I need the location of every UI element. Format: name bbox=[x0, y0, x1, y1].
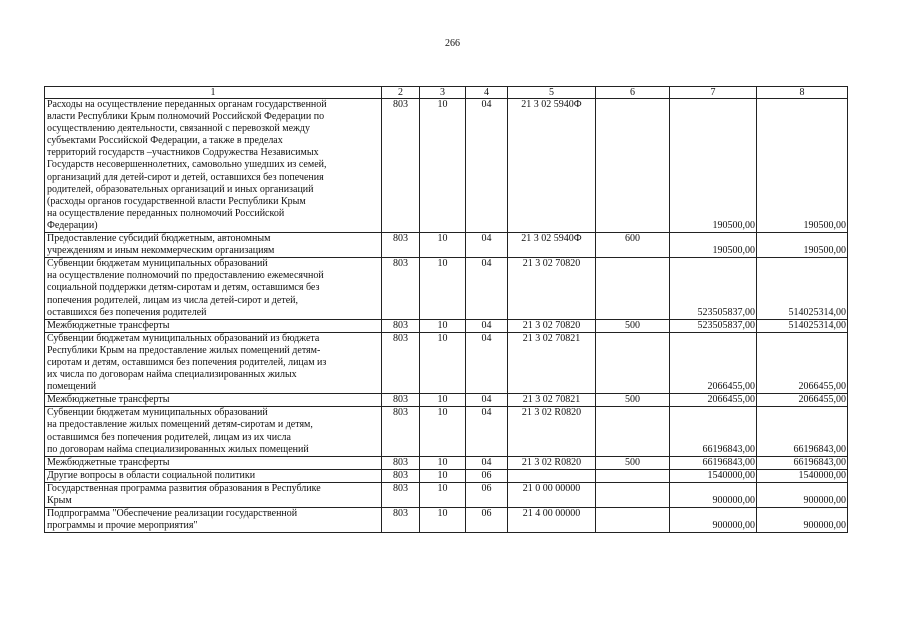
column-header: 3 bbox=[420, 87, 466, 99]
expense-name: Другие вопросы в области социальной политики bbox=[45, 469, 382, 482]
column-header: 1 bbox=[45, 87, 382, 99]
column-header: 6 bbox=[596, 87, 670, 99]
amount-year-2: 1540000,00 bbox=[757, 469, 848, 482]
code-subsection: 06 bbox=[466, 482, 508, 507]
code-ministry: 803 bbox=[382, 482, 420, 507]
table-row bbox=[45, 394, 848, 407]
amount-year-1: 1540000,00 bbox=[670, 469, 757, 482]
code-section: 10 bbox=[420, 469, 466, 482]
code-expense-type bbox=[596, 332, 670, 393]
code-target-article: 21 3 02 70820 bbox=[508, 319, 596, 332]
amount-year-1: 190500,00 bbox=[670, 233, 757, 258]
code-subsection: 04 bbox=[466, 332, 508, 393]
code-ministry: 803 bbox=[382, 332, 420, 393]
column-header: 7 bbox=[670, 87, 757, 99]
code-expense-type: 500 bbox=[596, 394, 670, 407]
code-target-article bbox=[508, 469, 596, 482]
amount-year-1: 190500,00 bbox=[670, 99, 757, 233]
table-row bbox=[45, 482, 848, 507]
code-target-article: 21 3 02 R0820 bbox=[508, 456, 596, 469]
code-section: 10 bbox=[420, 456, 466, 469]
table-row bbox=[45, 508, 848, 533]
expense-name: Межбюджетные трансферты bbox=[45, 456, 382, 469]
table-row bbox=[45, 407, 848, 456]
code-target-article: 21 3 02 5940Ф bbox=[508, 233, 596, 258]
amount-year-2: 66196843,00 bbox=[757, 456, 848, 469]
code-ministry: 803 bbox=[382, 469, 420, 482]
amount-year-1: 2066455,00 bbox=[670, 332, 757, 393]
amount-year-1: 523505837,00 bbox=[670, 319, 757, 332]
code-ministry: 803 bbox=[382, 508, 420, 533]
amount-year-1: 66196843,00 bbox=[670, 456, 757, 469]
table-row bbox=[45, 99, 848, 233]
expense-name: Межбюджетные трансферты bbox=[45, 319, 382, 332]
code-target-article: 21 4 00 00000 bbox=[508, 508, 596, 533]
amount-year-2: 190500,00 bbox=[757, 99, 848, 233]
column-header: 4 bbox=[466, 87, 508, 99]
expense-name: Расходы на осуществление переданных органам государственной власти Республики Крым полномочий Российской Федерации по осуществлению деятельности, связанной с перевозкой между субъектами Российской Федерации, а также в пределах территорий государств –участников Содружества Независимых Государств несовершеннолетних, самовольно ушедших из семей, организаций для детей-сирот и детей, оставшихся без попечения родителей, образовательных организаций и иных организаций (расходы органов государственной власти Республики Крым на осуществление переданных полномочий Российской Федерации) bbox=[45, 99, 382, 233]
code-subsection: 04 bbox=[466, 319, 508, 332]
code-section: 10 bbox=[420, 407, 466, 456]
code-section: 10 bbox=[420, 482, 466, 507]
code-subsection: 04 bbox=[466, 394, 508, 407]
code-ministry: 803 bbox=[382, 319, 420, 332]
code-target-article: 21 3 02 5940Ф bbox=[508, 99, 596, 233]
code-expense-type bbox=[596, 469, 670, 482]
expense-name: Государственная программа развития образования в Республике Крым bbox=[45, 482, 382, 507]
column-header: 8 bbox=[757, 87, 848, 99]
code-target-article: 21 3 02 70820 bbox=[508, 258, 596, 319]
budget-table bbox=[44, 86, 848, 533]
expense-name: Подпрограмма "Обеспечение реализации государственной программы и прочие мероприятия" bbox=[45, 508, 382, 533]
column-header: 5 bbox=[508, 87, 596, 99]
code-ministry: 803 bbox=[382, 456, 420, 469]
code-subsection: 06 bbox=[466, 508, 508, 533]
page-number: 266 bbox=[445, 38, 460, 49]
code-section: 10 bbox=[420, 319, 466, 332]
header-row bbox=[45, 87, 848, 99]
code-subsection: 04 bbox=[466, 233, 508, 258]
code-section: 10 bbox=[420, 233, 466, 258]
code-section: 10 bbox=[420, 394, 466, 407]
expense-name: Субвенции бюджетам муниципальных образований на осуществление полномочий по предоставлению ежемесячной социальной поддержки детям-сиротам и детям, оставшимся без попечения родителей, лицам из числа детей-сирот и детей, оставшихся без попечения родителей bbox=[45, 258, 382, 319]
amount-year-1: 2066455,00 bbox=[670, 394, 757, 407]
amount-year-2: 2066455,00 bbox=[757, 394, 848, 407]
code-expense-type bbox=[596, 407, 670, 456]
table-row bbox=[45, 469, 848, 482]
code-expense-type bbox=[596, 258, 670, 319]
code-expense-type bbox=[596, 482, 670, 507]
expense-name: Субвенции бюджетам муниципальных образований на предоставление жилых помещений детям-сиротам и детям, оставшимся без попечения родителей, лицам из их числа по договорам найма специализированных жилых помещений bbox=[45, 407, 382, 456]
expense-name: Субвенции бюджетам муниципальных образований из бюджета Республики Крым на предоставление жилых помещений детям- сиротам и детям, оставшимся без попечения родителей, лицам из их числа по договорам найма специализированных жилых помещений bbox=[45, 332, 382, 393]
table-row bbox=[45, 319, 848, 332]
code-subsection: 04 bbox=[466, 456, 508, 469]
code-expense-type: 600 bbox=[596, 233, 670, 258]
table-row bbox=[45, 233, 848, 258]
code-expense-type: 500 bbox=[596, 456, 670, 469]
code-ministry: 803 bbox=[382, 258, 420, 319]
code-expense-type bbox=[596, 99, 670, 233]
amount-year-2: 514025314,00 bbox=[757, 258, 848, 319]
code-target-article: 21 0 00 00000 bbox=[508, 482, 596, 507]
code-subsection: 06 bbox=[466, 469, 508, 482]
code-ministry: 803 bbox=[382, 99, 420, 233]
code-subsection: 04 bbox=[466, 258, 508, 319]
expense-name: Межбюджетные трансферты bbox=[45, 394, 382, 407]
amount-year-2: 190500,00 bbox=[757, 233, 848, 258]
column-header: 2 bbox=[382, 87, 420, 99]
code-ministry: 803 bbox=[382, 394, 420, 407]
code-ministry: 803 bbox=[382, 233, 420, 258]
code-section: 10 bbox=[420, 332, 466, 393]
code-section: 10 bbox=[420, 99, 466, 233]
code-expense-type bbox=[596, 508, 670, 533]
amount-year-1: 66196843,00 bbox=[670, 407, 757, 456]
amount-year-1: 900000,00 bbox=[670, 482, 757, 507]
code-section: 10 bbox=[420, 508, 466, 533]
amount-year-2: 66196843,00 bbox=[757, 407, 848, 456]
amount-year-1: 523505837,00 bbox=[670, 258, 757, 319]
code-target-article: 21 3 02 70821 bbox=[508, 394, 596, 407]
code-subsection: 04 bbox=[466, 99, 508, 233]
code-section: 10 bbox=[420, 258, 466, 319]
table-row bbox=[45, 332, 848, 393]
amount-year-1: 900000,00 bbox=[670, 508, 757, 533]
code-target-article: 21 3 02 R0820 bbox=[508, 407, 596, 456]
code-ministry: 803 bbox=[382, 407, 420, 456]
table-row bbox=[45, 258, 848, 319]
amount-year-2: 514025314,00 bbox=[757, 319, 848, 332]
code-subsection: 04 bbox=[466, 407, 508, 456]
code-target-article: 21 3 02 70821 bbox=[508, 332, 596, 393]
code-expense-type: 500 bbox=[596, 319, 670, 332]
amount-year-2: 900000,00 bbox=[757, 508, 848, 533]
amount-year-2: 2066455,00 bbox=[757, 332, 848, 393]
expense-name: Предоставление субсидий бюджетным, автономным учреждениям и иным некоммерческим организациям bbox=[45, 233, 382, 258]
amount-year-2: 900000,00 bbox=[757, 482, 848, 507]
table-row bbox=[45, 456, 848, 469]
